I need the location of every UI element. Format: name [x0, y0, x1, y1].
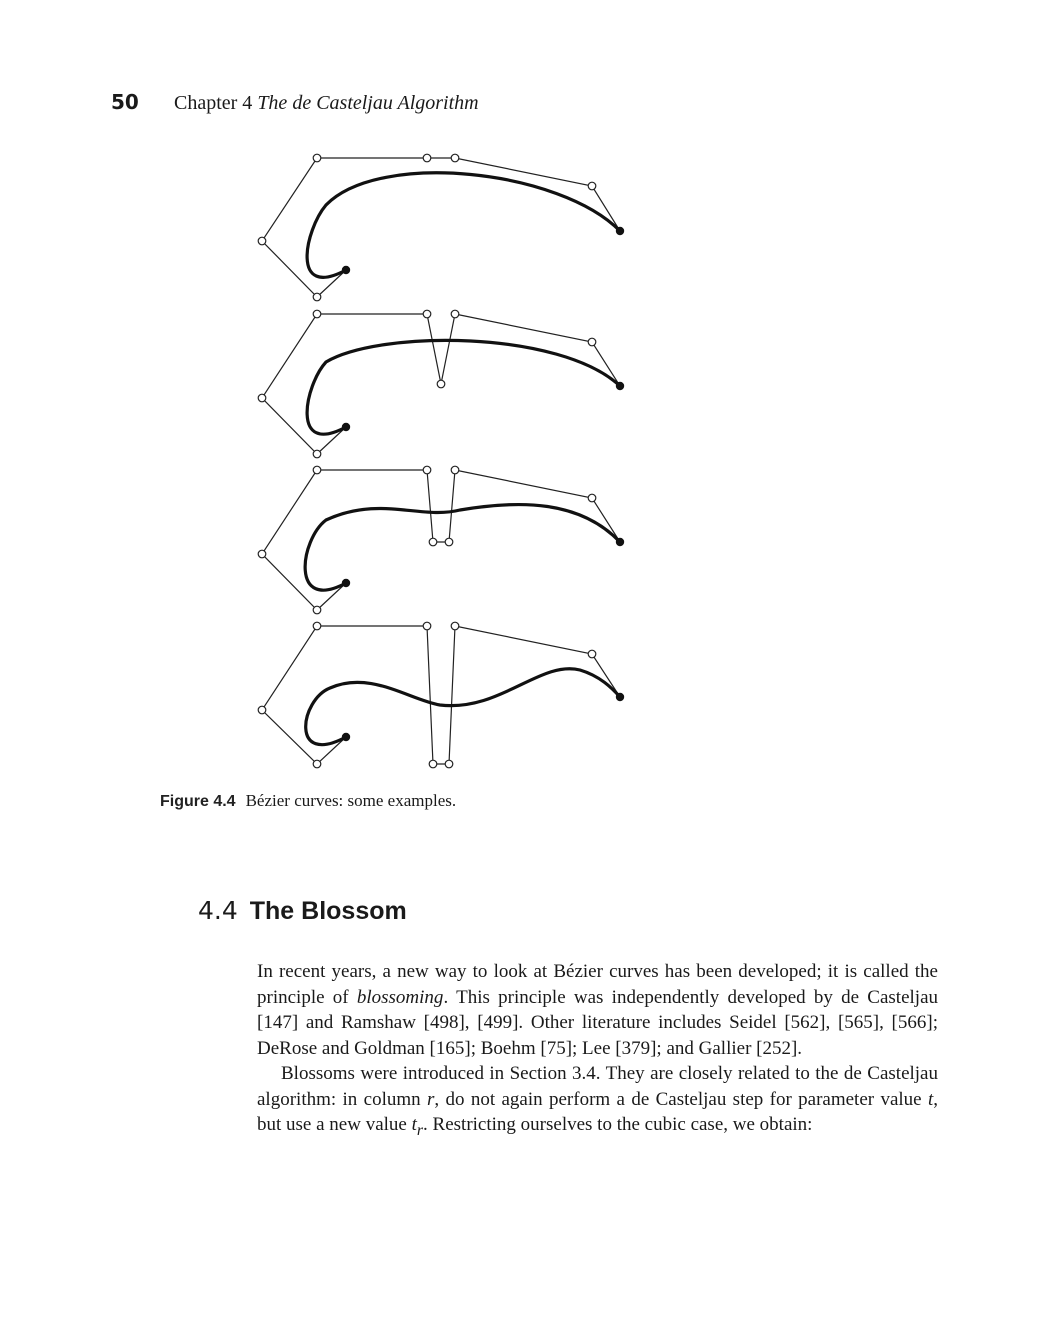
control-point [437, 380, 445, 388]
section-number: 4.4 [198, 896, 238, 925]
section-title: The Blossom [249, 897, 407, 925]
control-point [451, 622, 459, 630]
paragraph-2 [257, 1061, 938, 1143]
control-point [313, 310, 321, 318]
text-span: . This principle was independently developed by de Casteljau [147] and Ramshaw [498], [499]. Other literature includes Seidel [562], [565], [566]; DeRose and Goldman [165]; Boehm [75]; Lee [379]; and Gallier [252]. [257, 986, 939, 1059]
figure-caption-text: Bézier curves: some examples. [245, 791, 457, 810]
text-span: Blossoms were introduced in Section 3.4. They are closely related to the de Casteljau algorithm: in column [257, 1063, 938, 1110]
control-point [423, 310, 431, 318]
figure-label: Figure 4.4 [160, 793, 236, 810]
control-point [445, 760, 453, 768]
control-point [313, 606, 321, 614]
end-point [616, 227, 624, 235]
bezier-curve [306, 669, 620, 745]
control-point [313, 154, 321, 162]
control-point [423, 154, 431, 162]
control-point [258, 237, 266, 245]
end-point [616, 538, 624, 546]
figure-caption [160, 791, 456, 811]
control-point [429, 538, 437, 546]
bezier-curve [305, 505, 620, 591]
control-point [588, 338, 596, 346]
control-point [423, 622, 431, 630]
bezier-example-2 [258, 310, 624, 458]
bezier-example-3 [258, 466, 624, 614]
chapter-label: Chapter 4 [174, 92, 253, 114]
bezier-curve [307, 173, 620, 278]
control-point [588, 494, 596, 502]
control-point [451, 154, 459, 162]
control-point [588, 650, 596, 658]
body-text [257, 959, 938, 1143]
control-point [258, 706, 266, 714]
text-span: . Restricting ourselves to the cubic case, we obtain: [423, 1114, 813, 1135]
emphasis: blossoming [356, 986, 444, 1008]
chapter-title: The de Casteljau Algorithm [257, 92, 479, 114]
math-t: t [927, 1088, 934, 1110]
end-point [342, 579, 350, 587]
end-point [616, 693, 624, 701]
control-point [445, 538, 453, 546]
control-point [451, 466, 459, 474]
text-span: In recent years, a new way to look at Bézier curves has been developed; it is called the principle of [257, 961, 938, 1008]
end-point [342, 266, 350, 274]
control-point [451, 310, 459, 318]
paragraph-1 [257, 959, 938, 1061]
end-point [342, 423, 350, 431]
text-span: , but use a new value [257, 1088, 938, 1135]
page-number: 50 [111, 90, 139, 114]
text-span: , do not again perform a de Casteljau step for parameter value [434, 1088, 928, 1110]
math-r: r [427, 1088, 435, 1110]
math-t-r: t [411, 1114, 417, 1135]
control-point [313, 466, 321, 474]
control-point [313, 622, 321, 630]
bezier-example-1 [258, 154, 624, 301]
end-point [616, 382, 624, 390]
control-point [588, 182, 596, 190]
control-point [258, 550, 266, 558]
control-point [258, 394, 266, 402]
section-heading [198, 896, 407, 926]
control-point [313, 760, 321, 768]
bezier-example-4 [258, 622, 624, 768]
control-point [313, 450, 321, 458]
math-subscript-r: r [416, 1121, 424, 1139]
control-point [429, 760, 437, 768]
control-point [313, 293, 321, 301]
control-point [423, 466, 431, 474]
bezier-curve [307, 340, 620, 434]
end-point [342, 733, 350, 741]
